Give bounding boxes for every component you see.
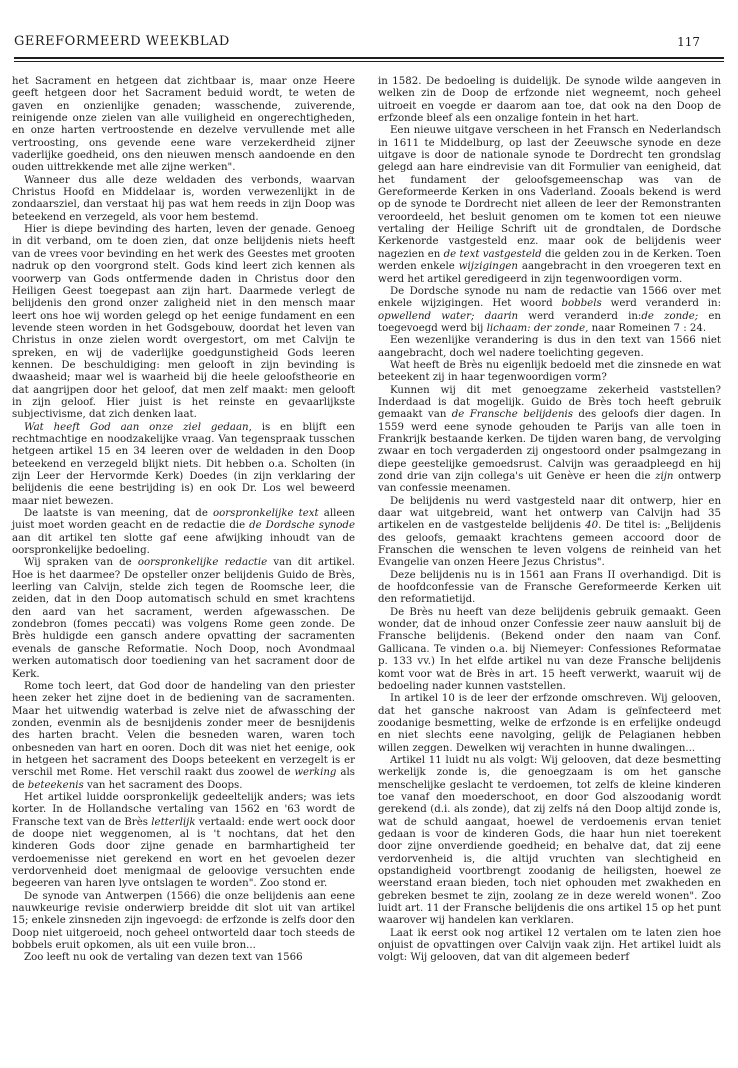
text-run: Het artikel luidde oorspronkelijk gedeeltelijk anders; was iets korter. In de Hollandsche vertaling van 1562 en '63 wordt de Fransche text van de Brès [12, 791, 355, 828]
paragraph [378, 286, 721, 335]
text-run: Kunnen wij dit met genoegzame zekerheid vaststellen? Inderdaad is dat mogelijk. Guido de Brès toch heeft gebruik gemaakt van [378, 384, 721, 421]
text-run: van het sacrament des Doops. [83, 779, 243, 791]
emphasis: oorspronkelijke text [213, 508, 319, 520]
text-run: aan dit artikel ten slotte gaf eene afwijking inhoudt van de oorspronkelijke bedoeling. [12, 532, 355, 557]
text-run: . De titel is: „Belijdenis des geloofs, gemaakt krachtens gemeen accoord door de Franschen die wenschen te leven volgens de reinheid van het Evangelie van onzen Heere Jezus Christus". [378, 520, 721, 569]
emphasis: oorspronkelijke redactie [137, 557, 268, 569]
emphasis: de Dordsche synode [249, 520, 355, 532]
paragraph: Laat ik eerst ook nog artikel 12 vertalen om te laten zien hoe onjuist de opvattingen over Calvijn vaak zijn. Het artikel luidt als volgt: Wij gelooven, dat van dit algemeen bederf [378, 927, 721, 964]
emphasis: de Fransche belijdenis [451, 409, 574, 421]
paragraph: Zoo leeft nu ook de vertaling van dezen text van 1566 [24, 952, 303, 964]
publication-title: GEREFORMEERD WEEKBLAD [14, 34, 230, 49]
header-rule-thin [14, 61, 724, 62]
paragraph [12, 681, 355, 792]
text-run: De Dordsche synode nu nam de redactie van 1566 over met enkele wijzigingen. Het woord [378, 285, 721, 310]
paragraph: De Brès nu heeft van deze belijdenis gebruik gemaakt. Geen wonder, dat de inhoud onzer Confessie zeer nauw aansluit bij de Fransche belijdenis. (Bekend onder den naam van Conf. Gallicana. Te vinden o.a. bij Niemeyer: Confessiones Reformatae p. 133 vv.) In het elfde artikel nu van deze Fransche belijdenis komt voor wat de Brès in art. 15 heeft verwerkt, waaruit wij de bedoeling nader kunnen vaststellen. [378, 606, 721, 692]
paragraph: in 1582. De bedoeling is duidelijk. De synode wilde aangeven in welken zin de Doop de erfzonde niet wegneemt, noch geheel uitroeit en voegde er daarom aan toe, dat ook na den Doop de erfzonde bleef als een onzalige fontein in het hart. [378, 76, 721, 125]
paragraph: Artikel 11 luidt nu als volgt: Wij gelooven, dat deze besmetting werkelijk zonde is, die genoegzaam is om het gansche menschelijke geslacht te verdoemen, tot zelfs de kleine kinderen toe vanaf den moederschoot, en door God alszoodanig wordt gerekend (d.i. als zonde), dat zij zelfs ná den Doop altijd zonde is, wat de schuld aangaat, hoewel de verdoemenis ervan teniet gedaan is voor de kinderen Gods, die haar hun niet toerekent door zijne onverdiende goedheid; en behalve dat, dat zij eene verdorvenheid is, die altijd vruchten van slechtigheid en opstandigheid voortbrengt zoodanig de heiligsten, hoewel ze weerstand eraan bieden, toch niet ophouden met zwakheden en gebreken besmet te zijn, zoolang ze in deze wereld wonen". Zoo luidt art. 11 der Fransche belijdenis die ons artikel 15 op het punt waarover wij handelen kan verklaren. [378, 754, 721, 927]
text-run: alleen juist moet worden geacht en de redactie die [12, 508, 355, 532]
text-run: aangebracht in den vroegeren text en werd het artikel geredigeerd in zijn tegenwoordigen vorm. [378, 261, 721, 285]
text-run: Rome toch leert, dat God door de handeling van den priester heen zeker het zijne doet in de bediening van de sacramenten. Maar het uitwendig waterbad is zelve niet de afwassching der zonden, evenmin als de besnijdenis zonder meer de besnijdenis des harten bracht. Velen die besneden waren, waren toch onbesneden van hart en ooren. Doch dit was niet het eenige, ook in hetgeen het sacrament des Doops beteekent en verzegelt is er verschil met Rome. Het verschil raakt dus zoowel de [12, 680, 355, 779]
text-run: vertaald: ende wert oock door de doope niet weggenomen, al is 't nochtans, dat het den kinderen Gods door zijne genade en barmhartigheid ter verdoemenisse niet gerekend en wort en het gevoelen dezer verdorvenheid doet menigmaal de geloovige versuchten ende begeeren van haren lyve ontslagen te worden". Zoo stond er. [12, 816, 355, 890]
paragraph: het Sacrament en hetgeen dat zichtbaar is, maar onze Heere geeft hetgeen door het Sacrament beduid wordt, te weten de gaven en onzienlijke genaden; wasschende, zuiverende, reinigende onze zielen van alle vuiligheid en ongerechtigheden, en onze harten vertroostende en dezelve vervullende met alle vertroosting, ons gevende eene ware verzekerdheid zijner vaderlijke goedheid, ons den nieuwen mensch aandoende en den ouden uittrekkende met alle zijne werken". [12, 76, 355, 174]
text-run: Wij spraken van de [24, 557, 138, 569]
text-run: ontwerp van confessie meenamen. [378, 471, 722, 495]
paragraph: De synode van Antwerpen (1566) die onze belijdenis aan eene nauwkeurige revisie onderwierp breidde dit slot uit van artikel 15; enkele zinsneden zijn ingevoegd: de erfzonde is zelfs door den Doop niet uitgeroeid, noch geheel ontworteld daar toch steeds de bobbels eruit opkomen, als uit een vuile bron... [12, 890, 355, 952]
paragraph [12, 792, 355, 891]
paragraph [378, 125, 721, 285]
text-run: werd veranderd in: [518, 310, 642, 322]
page-header [14, 34, 724, 56]
page-number: 117 [677, 35, 700, 49]
text-run: die gelden zou in de Kerken. Toen werden enkele [378, 248, 722, 273]
emphasis: Wat heeft God aan onze ziel gedaan [24, 421, 249, 433]
left-column [12, 76, 355, 965]
text-run: naar Romeinen 7 : 24. [588, 322, 707, 334]
emphasis: lichaam: der zonde, [486, 322, 589, 334]
paragraph: Wat heeft de Brès nu eigenlijk bedoeld met die zinsnede en wat beteekent zij in haar tegenwoordigen vorm? [378, 359, 721, 384]
header-rule-thick [14, 57, 724, 59]
paragraph [12, 422, 355, 508]
paragraph: Wanneer dus alle deze weldaden des verbonds, waarvan Christus Hoofd en Middelaar is, worden verwezenlijkt in de zondaarsziel, dan verstaat hij pas wat hem reeds in zijn Doop was beteekend en verzegeld, als voor hem bestemd. [12, 174, 355, 223]
paragraph: Deze belijdenis nu is in 1561 aan Frans II overhandigd. Dit is de hoofdconfessie van de Fransche Gereformeerde Kerken uit den reformatietijd. [378, 569, 721, 606]
paragraph: In artikel 10 is de leer der erfzonde omschreven. Wij gelooven, dat het gansche nakroost van Adam is geïnfecteerd met zoodanige besmetting, welke de erfzonde is en erfelijke ondeugd en niet slechts eene navolging, gelijk de Pelagianen hebben willen zeggen. Dewelken wij verachten in hunne dwalingen... [378, 693, 721, 754]
paragraph [378, 496, 721, 570]
text-run: De laatste is van meening, dat de [24, 508, 213, 520]
emphasis: letterlijk [151, 816, 196, 828]
text-run: De belijdenis nu werd vastgesteld naar dit ontwerp, hier en daar wat uitgebreid, want het ontwerp van Calvijn had 35 artikelen en de vastgestelde belijdenis [378, 495, 721, 532]
emphasis: bobbels [561, 298, 602, 310]
emphasis: 40 [585, 520, 599, 532]
emphasis: de text vastgesteld [443, 248, 542, 260]
paragraph [378, 385, 721, 496]
text-run: , is en blijft een rechtmachtige en noodzakelijke vraag. Van tegenspraak tusschen hetgeen artikel 15 en 34 leeren over de weldaden in den Doop beteekend en verzegeld blijkt niets. Dit hebben o.a. Scholten (in zijn Leer der Hervormde Kerk) Doedes (in zijn verklaring der belijdenis die eene bestrijding is) en ook Dr. Los wel beweerd maar niet bewezen. [12, 421, 355, 507]
text-run: en toegevoegd werd bij [378, 310, 721, 334]
text-run: des geloofs dier dagen. In 1559 werd eene synode gehouden te Parijs van alle toen in Frankrijk bestaande kerken. De tijden waren bang, de vervolging zwaar en toch vergaderden zij ongestoord onder psalmgezang in diepe geestelijke gemoedsrust. Calvijn was geraadpleegd en hij zond drie van zijn collega's uit Genève er heen die [378, 409, 721, 482]
paragraph [12, 557, 355, 680]
paragraph: Een wezenlijke verandering is dus in den text van 1566 niet aangebracht, doch wel nadere toelichting gegeven. [378, 335, 721, 359]
emphasis: wijzigingen [458, 261, 518, 273]
text-run: Een nieuwe uitgave verscheen in het Fransch en Nederlandsch in 1611 te Middelburg, op last der Zeeuwsche synode en deze uitgave is door de nationale synode te Dordrecht ten grondslag gelegd aan hare eindrevisie van dit Formulier van eenigheid, dat het fundament der geloofsgemeenschap was van de Gereformeerde Kerken in ons Vaderland. Zooals bekend is werd op de synode te Dordrecht niet alleen de leer der Remonstranten veroordeeld, het besluit genomen om te komen tot een nieuwe vertaling der Heilige Schrift uit de grondtalen, de Dordsche Kerkenorde vastgesteld enz. maar ook de belijdenis weer nagezien en [378, 125, 721, 260]
text-run: werd veranderd in: [601, 298, 721, 310]
emphasis: werking [294, 767, 337, 779]
emphasis: de zonde; [641, 310, 699, 322]
right-column [378, 76, 721, 965]
text-run: van dit artikel. Hoe is het daarmee? De opsteller onzer belijdenis Guido de Brès, leerling van Calvijn, stelde zich tegen de Roomsche leer, die zeiden, dat in den Doop automatisch schuld en smet krachtens den aard van het sacrament, werden afgewasschen. De zondebron (fomes peccati) was volgens Rome geen zonde. De Brès huldigde een gansch andere opvatting der sacramenten evenals de gansche Reformatie. Noch Doop, noch Avondmaal werken automatisch door toediening van het sacrament door de Kerk. [12, 557, 355, 680]
emphasis: opwellend water; daarin [378, 310, 519, 322]
emphasis: beteekenis [27, 779, 84, 791]
paragraph [12, 508, 355, 557]
text-run: als de [12, 767, 355, 791]
paragraph: Hier is diepe bevinding des harten, leven der genade. Genoeg in dit verband, om te doen zien, dat onze belijdenis niets heeft van de vrees voor bevinding en het werk des Geestes met grooten nadruk op den voorgrond stelt. Gods kind leert zich kennen als voorwerp van Gods ontfermende daden in Christus door den Heiligen Geest toegepast aan zijn hart. Daarmede verlegt de belijdenis den grond onzer zaligheid niet in den mensch maar leert ons hoe wij worden gelegd op het eenige fundament en een levende steen worden in het Godsgebouw, doordat het leven van Christus in onze zielen wordt overgestort, om met Calvijn te spreken, en wij de vaderlijke goedgunstigheid Gods leeren kennen. De beschuldiging: men gelooft in zijn bevinding is dwaasheid; maar wel is waarheid bij die heele geloofstheorie en dat aangrijpen door het geloof, dat men zelf maakt: men gelooft in zijn geloof. Hier juist is het reinste en gevaarlijkste subjectivisme, dat zich denken laat. [12, 224, 355, 421]
emphasis: zijn [655, 471, 674, 482]
